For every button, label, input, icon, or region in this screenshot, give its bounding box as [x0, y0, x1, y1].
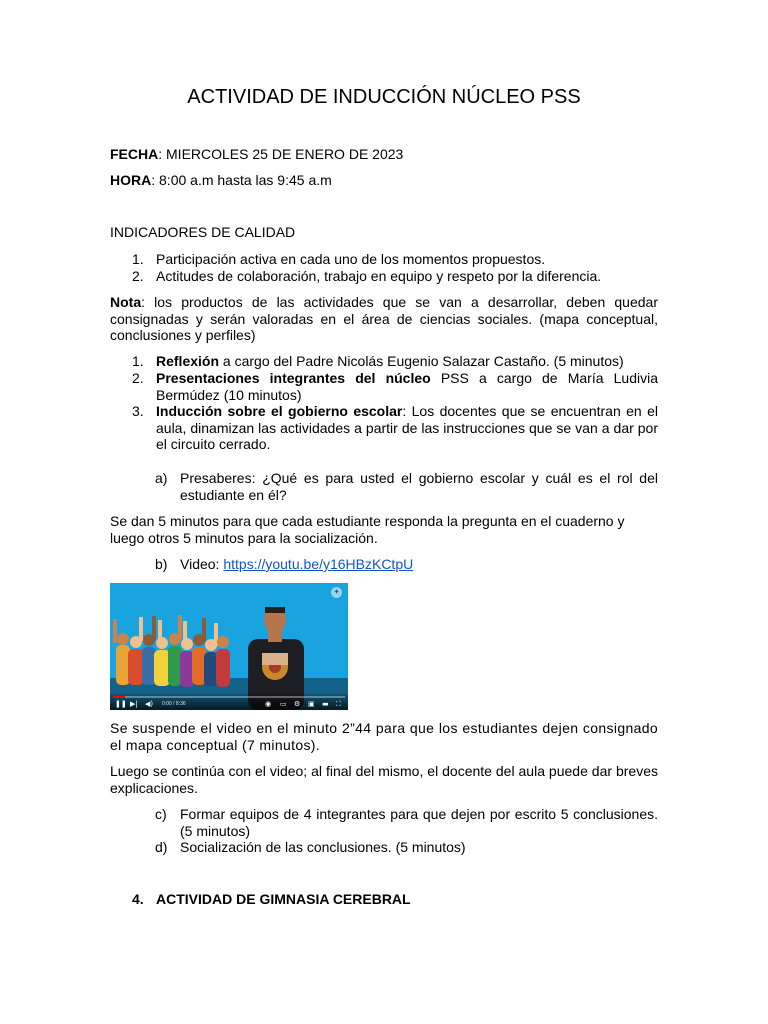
step-heading-gimnasia: ACTIVIDAD DE GIMNASIA CEREBRAL: [156, 891, 411, 907]
sub-item-letter: c): [155, 806, 167, 822]
step-text: : Los docentes que se encuentran en el aula, dinamizan las actividades a partir de las instrucciones que se van a dar por el circuito cerrado.: [156, 403, 658, 452]
hora-label: HORA: [110, 172, 152, 188]
video-progress-fill: [113, 696, 125, 698]
list-item: Participación activa en cada uno de los momentos propuestos.: [156, 251, 546, 267]
nota-label: Nota: [110, 294, 142, 310]
fullscreen-icon[interactable]: ⛶: [336, 700, 341, 708]
captions-icon[interactable]: ▭: [280, 700, 287, 708]
hora-line: [110, 172, 332, 189]
paragraph-continua: Luego se continúa con el video; al final del mismo, el docente del aula puede dar breves explicaciones.: [110, 763, 658, 796]
video-controls: [110, 694, 348, 710]
sub-item-equipos: Formar equipos de 4 integrantes para que dejen por escrito 5 conclusiones. (5 minutos): [180, 806, 658, 839]
sub-item-letter: d): [155, 839, 168, 855]
step-bold: Presentaciones integrantes del núcleo: [156, 370, 431, 386]
nota-paragraph: [110, 294, 658, 344]
sub-item-presaberes: Presaberes: ¿Qué es para usted el gobierno escolar y cuál es el rol del estudiante en él?: [180, 470, 658, 503]
sub-item-socializacion: Socialización de las conclusiones. (5 minutos): [180, 839, 466, 855]
hora-value: : 8:00 a.m hasta las 9:45 a.m: [151, 172, 332, 188]
step-number: 1.: [132, 353, 144, 369]
volume-icon[interactable]: ◀): [145, 700, 154, 708]
video-time: 0:00 / 8:36: [162, 701, 186, 707]
step-item: [156, 403, 658, 453]
video-link[interactable]: https://youtu.be/y16HBzKCtpU: [223, 556, 414, 572]
list-item: Actitudes de colaboración, trabajo en equipo y respeto por la diferencia.: [156, 268, 602, 284]
document-title: ACTIVIDAD DE INDUCCIÓN NÚCLEO PSS: [187, 86, 581, 108]
step-number: 4.: [132, 891, 144, 907]
video-thumbnail[interactable]: [110, 583, 348, 710]
sub-item-letter: a): [155, 470, 168, 486]
step-number: 3.: [132, 403, 144, 419]
list-item-number: 2.: [132, 268, 144, 284]
nota-text: : los productos de las actividades que se van a desarrollar, deben quedar consignadas y serán valoradas en el área de ciencias sociales. (mapa conceptual, conclusiones y perfiles): [110, 294, 658, 343]
step-bold: Inducción sobre el gobierno escolar: [156, 403, 403, 419]
step-number: 2.: [132, 370, 144, 386]
list-item-number: 1.: [132, 251, 144, 267]
pause-icon[interactable]: ❚❚: [115, 700, 127, 708]
video-illustration: [110, 583, 348, 710]
paragraph-suspende: Se suspende el video en el minuto 2”44 para que los estudiantes dejen consignado el mapa conceptual (7 minutos).: [110, 720, 658, 753]
miniplayer-icon[interactable]: ▣: [308, 700, 315, 708]
video-progress-bar[interactable]: [113, 696, 345, 698]
step-bold: Reflexión: [156, 353, 220, 369]
settings-icon[interactable]: ⚙: [294, 700, 301, 708]
theater-icon[interactable]: ▬: [322, 700, 329, 708]
video-label: Video:: [180, 556, 224, 572]
fecha-value: : MIERCOLES 25 DE ENERO DE 2023: [158, 146, 404, 162]
next-icon[interactable]: ▶|: [130, 700, 138, 708]
autoplay-icon[interactable]: ◉: [265, 700, 272, 708]
indicadores-heading: INDICADORES DE CALIDAD: [110, 224, 296, 240]
step-text: PSS a cargo de María Ludivia Bermúdez (10 minutos): [156, 370, 658, 403]
channel-watermark-icon: ✦: [331, 587, 342, 598]
sub-item-letter: b): [155, 556, 168, 572]
step-item: [156, 370, 658, 403]
fecha-label: FECHA: [110, 146, 159, 162]
step-item: [156, 353, 658, 370]
fecha-line: [110, 146, 403, 163]
paragraph-5-minutos: Se dan 5 minutos para que cada estudiante responda la pregunta en el cuaderno y luego otros 5 minutos para la socialización.: [110, 513, 625, 546]
step-text: a cargo del Padre Nicolás Eugenio Salazar Castaño. (5 minutos): [219, 353, 624, 369]
sub-item-video: [180, 556, 658, 573]
